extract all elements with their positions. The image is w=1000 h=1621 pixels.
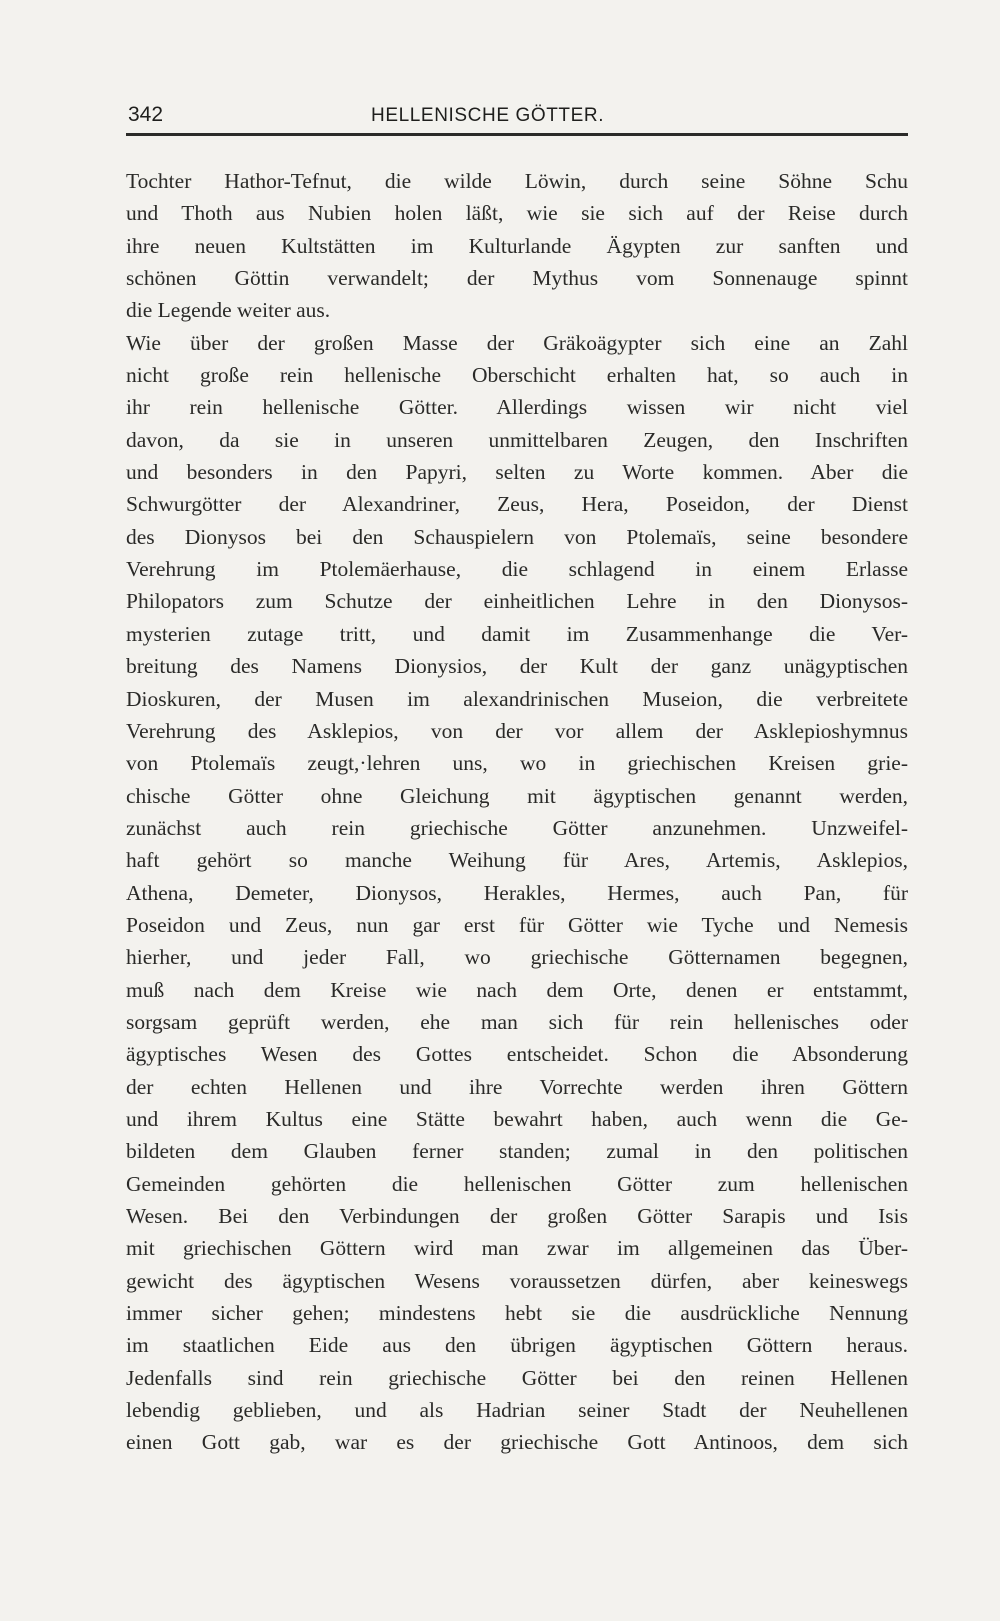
text-line: breitung des Namens Dionysios, der Kult der ganz unägyptischen xyxy=(126,654,908,679)
text-line: und Thoth aus Nubien holen läßt, wie sie sich auf der Reise durch xyxy=(126,201,908,226)
text-line: und ihrem Kultus eine Stätte bewahrt haben, auch wenn die Ge- xyxy=(126,1106,908,1131)
text-line: die Legende weiter aus. xyxy=(126,298,331,323)
text-line: Tochter Hathor-Tefnut, die wilde Löwin, durch seine Söhne Schu xyxy=(126,169,908,193)
text-line: zunächst auch rein griechische Götter anzunehmen. Unzweifel- xyxy=(126,815,908,840)
text-line: ihre neuen Kultstätten im Kulturlande Ägypten zur sanften und xyxy=(126,233,908,258)
text-line: mit griechischen Göttern wird man zwar im allgemeinen das Über- xyxy=(126,1236,908,1261)
text-line: Jedenfalls sind rein griechische Götter bei den reinen Hellenen xyxy=(126,1365,908,1390)
running-title: HELLENISCHE GÖTTER. xyxy=(371,105,605,126)
text-line: mysterien zutage tritt, und damit im Zusammenhange die Ver- xyxy=(126,621,908,646)
page-number: 342 xyxy=(128,103,164,126)
text-line: muß nach dem Kreise wie nach dem Orte, denen er entstammt, xyxy=(126,977,908,1002)
text-line: gewicht des ägyptischen Wesens voraussetzen dürfen, aber keineswegs xyxy=(126,1268,908,1293)
text-line: Wie über der großen Masse der Gräkoägypter sich eine an Zahl xyxy=(126,330,908,355)
text-line: immer sicher gehen; mindestens hebt sie die ausdrückliche Nennung xyxy=(126,1301,908,1326)
text-line: und besonders in den Papyri, selten zu Worte kommen. Aber die xyxy=(126,460,908,485)
text-line: der echten Hellenen und ihre Vorrechte werden ihren Göttern xyxy=(126,1074,908,1099)
text-line: haft gehört so manche Weihung für Ares, Artemis, Asklepios, xyxy=(126,848,908,873)
body-text xyxy=(126,165,908,1459)
text-line: lebendig geblieben, und als Hadrian seiner Stadt der Neuhellenen xyxy=(126,1398,908,1423)
text-line: Philopators zum Schutze der einheitlichen Lehre in den Dionysos- xyxy=(126,589,908,614)
text-line: des Dionysos bei den Schauspielern von Ptolemaïs, seine besondere xyxy=(126,524,908,549)
text-line: nicht große rein hellenische Oberschicht erhalten hat, so auch in xyxy=(126,363,908,388)
header-rule xyxy=(126,133,908,136)
text-line: davon, da sie in unseren unmittelbaren Zeugen, den Inschriften xyxy=(126,427,908,452)
page-header xyxy=(126,100,908,136)
text-line: einen Gott gab, war es der griechische Gott Antinoos, dem sich xyxy=(126,1430,908,1455)
text-line: Schwurgötter der Alexandriner, Zeus, Hera, Poseidon, der Dienst xyxy=(126,492,908,517)
text-line: Gemeinden gehörten die hellenischen Götter zum hellenischen xyxy=(126,1171,908,1196)
text-line: von Ptolemaïs zeugt,·lehren uns, wo in griechischen Kreisen grie- xyxy=(126,751,908,776)
text-line: Athena, Demeter, Dionysos, Herakles, Hermes, auch Pan, für xyxy=(126,880,908,905)
text-line: hierher, und jeder Fall, wo griechische Götternamen begegnen, xyxy=(126,945,908,970)
text-line: chische Götter ohne Gleichung mit ägyptischen genannt werden, xyxy=(126,783,908,808)
text-line: bildeten dem Glauben ferner standen; zumal in den politischen xyxy=(126,1139,908,1164)
text-line: Dioskuren, der Musen im alexandrinischen Museion, die verbreitete xyxy=(126,686,908,711)
text-line: ägyptisches Wesen des Gottes entscheidet. Schon die Absonderung xyxy=(126,1042,908,1067)
text-line: Verehrung des Asklepios, von der vor allem der Asklepioshymnus xyxy=(126,718,908,743)
text-line: im staatlichen Eide aus den übrigen ägyptischen Göttern heraus. xyxy=(126,1333,908,1358)
text-line: schönen Göttin verwandelt; der Mythus vom Sonnenauge spinnt xyxy=(126,266,908,291)
text-line: Verehrung im Ptolemäerhause, die schlagend in einem Erlasse xyxy=(126,557,908,582)
text-line: Wesen. Bei den Verbindungen der großen Götter Sarapis und Isis xyxy=(126,1204,908,1228)
text-line: ihr rein hellenische Götter. Allerdings wissen wir nicht viel xyxy=(126,395,908,420)
text-line: Poseidon und Zeus, nun gar erst für Götter wie Tyche und Nemesis xyxy=(126,912,908,937)
text-line: sorgsam geprüft werden, ehe man sich für rein hellenisches oder xyxy=(126,1009,908,1034)
